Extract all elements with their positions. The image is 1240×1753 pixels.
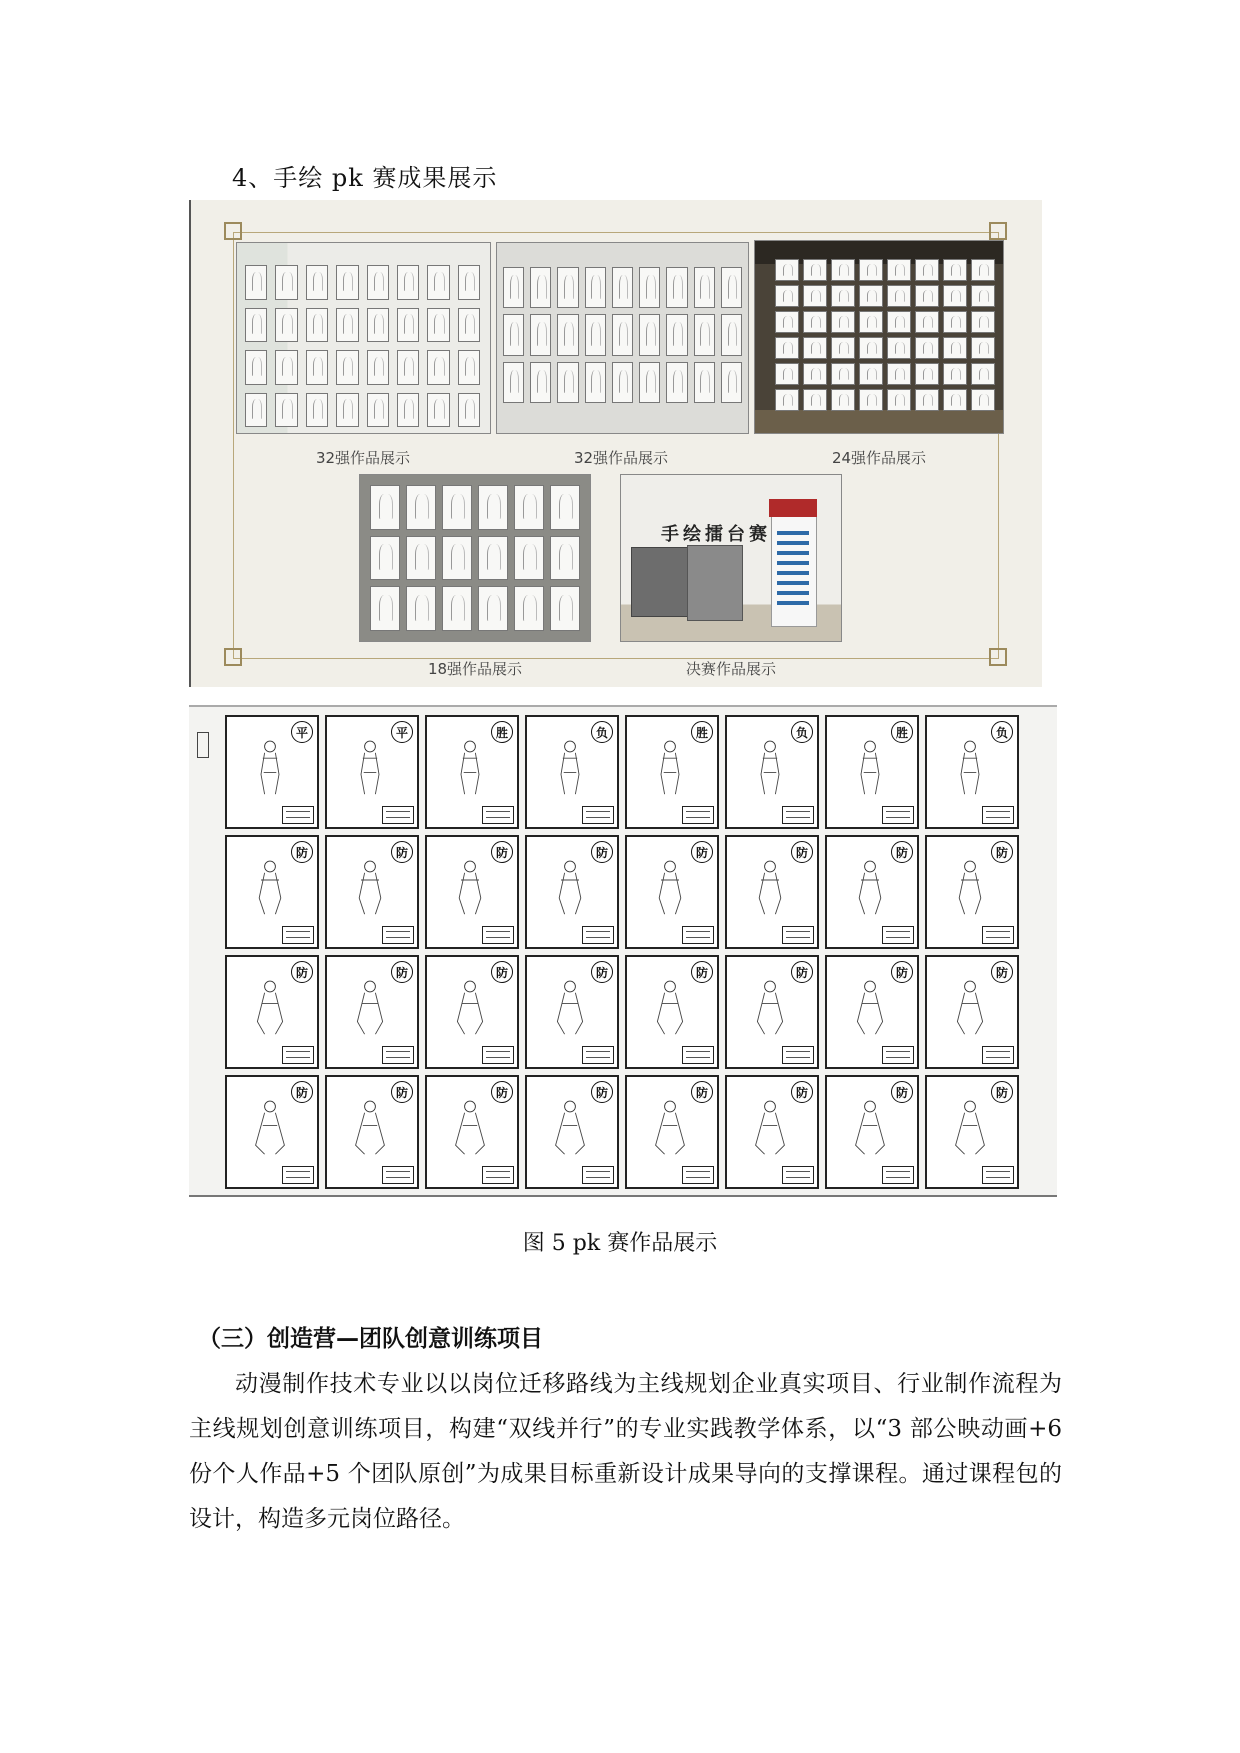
sketch-sheet bbox=[625, 715, 719, 829]
photo-top32-wall-a bbox=[236, 242, 491, 434]
character-sketch-icon bbox=[452, 1092, 488, 1162]
character-sketch-icon bbox=[552, 1092, 588, 1162]
photo-top18-board bbox=[359, 474, 591, 642]
result-badge: 防 bbox=[491, 841, 513, 863]
stage-banner: 手绘擂台赛 bbox=[661, 524, 771, 545]
character-sketch-icon bbox=[452, 852, 488, 922]
sketch-sheet bbox=[325, 835, 419, 949]
exhibition-photo-collage bbox=[189, 200, 1042, 687]
name-tag bbox=[782, 926, 814, 944]
result-badge: 防 bbox=[391, 841, 413, 863]
result-badge: 负 bbox=[991, 721, 1013, 743]
character-sketch-icon bbox=[652, 852, 688, 922]
character-sketch-icon bbox=[752, 852, 788, 922]
sketch-artwork-grid bbox=[189, 705, 1057, 1197]
body-paragraph: 动漫制作技术专业以以岗位迁移路线为主线规划企业真实项目、行业制作流程为主线规划创意训练项目，构建“双线并行”的专业实践教学体系，以“3 部公映动画+6 份个人作品+5 个团队原创”为成果目标重新设计成果导向的支撑课程。通过课程包的设计，构造多元岗位路径。 bbox=[189, 1371, 1062, 1532]
sketch-sheet bbox=[225, 955, 319, 1069]
result-badge: 防 bbox=[391, 1081, 413, 1103]
result-badge: 胜 bbox=[691, 721, 713, 743]
sketch-sheet bbox=[625, 1075, 719, 1189]
character-sketch-icon bbox=[452, 732, 488, 802]
bracket-icon bbox=[197, 732, 209, 758]
result-badge: 负 bbox=[791, 721, 813, 743]
name-tag bbox=[382, 1046, 414, 1064]
result-badge: 防 bbox=[791, 961, 813, 983]
character-sketch-icon bbox=[852, 732, 888, 802]
result-badge: 防 bbox=[691, 961, 713, 983]
character-sketch-icon bbox=[352, 852, 388, 922]
character-sketch-icon bbox=[852, 1092, 888, 1162]
result-badge: 平 bbox=[291, 721, 313, 743]
sketch-sheet bbox=[525, 715, 619, 829]
sketch-sheet bbox=[325, 1075, 419, 1189]
figure-caption: 图 5 pk 赛作品展示 bbox=[522, 1231, 718, 1256]
character-sketch-icon bbox=[752, 732, 788, 802]
photo-final-stage bbox=[620, 474, 842, 642]
character-sketch-icon bbox=[252, 852, 288, 922]
result-badge: 防 bbox=[291, 961, 313, 983]
name-tag bbox=[382, 806, 414, 824]
name-tag bbox=[882, 1166, 914, 1184]
caption-final: 决赛作品展示 bbox=[685, 660, 776, 678]
character-sketch-icon bbox=[952, 1092, 988, 1162]
character-sketch-icon bbox=[352, 1092, 388, 1162]
character-sketch-icon bbox=[352, 732, 388, 802]
sketch-sheet bbox=[325, 955, 419, 1069]
frame-corner-icon bbox=[989, 222, 1007, 240]
result-badge: 防 bbox=[691, 841, 713, 863]
result-badge: 防 bbox=[791, 1081, 813, 1103]
photo-top24-wall bbox=[754, 240, 1004, 434]
sketch-sheet bbox=[425, 1075, 519, 1189]
sketch-sheet bbox=[525, 1075, 619, 1189]
name-tag bbox=[582, 806, 614, 824]
sketch-sheet bbox=[225, 715, 319, 829]
name-tag bbox=[282, 1046, 314, 1064]
name-tag bbox=[582, 1046, 614, 1064]
character-sketch-icon bbox=[852, 972, 888, 1042]
character-sketch-icon bbox=[752, 1092, 788, 1162]
result-badge: 防 bbox=[991, 1081, 1013, 1103]
name-tag bbox=[582, 1166, 614, 1184]
name-tag bbox=[682, 806, 714, 824]
name-tag bbox=[482, 1046, 514, 1064]
sketch-sheet bbox=[725, 1075, 819, 1189]
sketch-sheet bbox=[825, 835, 919, 949]
sketch-sheet bbox=[425, 955, 519, 1069]
result-badge: 防 bbox=[691, 1081, 713, 1103]
character-sketch-icon bbox=[952, 972, 988, 1042]
character-sketch-icon bbox=[552, 972, 588, 1042]
result-badge: 防 bbox=[591, 1081, 613, 1103]
sketch-sheet bbox=[625, 955, 719, 1069]
sketch-sheet bbox=[225, 1075, 319, 1189]
name-tag bbox=[282, 1166, 314, 1184]
sketch-sheet bbox=[825, 955, 919, 1069]
sketch-sheet bbox=[925, 955, 1019, 1069]
result-badge: 防 bbox=[291, 1081, 313, 1103]
name-tag bbox=[482, 926, 514, 944]
sketch-sheet bbox=[925, 835, 1019, 949]
frame-corner-icon bbox=[224, 648, 242, 666]
name-tag bbox=[782, 1166, 814, 1184]
character-sketch-icon bbox=[452, 972, 488, 1042]
name-tag bbox=[482, 1166, 514, 1184]
sketch-sheet bbox=[425, 715, 519, 829]
caption-top32-b: 32强作品展示 bbox=[573, 449, 669, 467]
character-sketch-icon bbox=[952, 852, 988, 922]
frame-corner-icon bbox=[224, 222, 242, 240]
result-badge: 防 bbox=[791, 841, 813, 863]
character-sketch-icon bbox=[652, 1092, 688, 1162]
character-sketch-icon bbox=[752, 972, 788, 1042]
character-sketch-icon bbox=[652, 732, 688, 802]
result-badge: 防 bbox=[491, 961, 513, 983]
result-badge: 防 bbox=[391, 961, 413, 983]
sketch-sheet bbox=[725, 955, 819, 1069]
result-badge: 防 bbox=[991, 961, 1013, 983]
name-tag bbox=[482, 806, 514, 824]
result-badge: 防 bbox=[591, 961, 613, 983]
result-badge: 胜 bbox=[491, 721, 513, 743]
name-tag bbox=[982, 1166, 1014, 1184]
character-sketch-icon bbox=[552, 732, 588, 802]
sketch-sheet bbox=[825, 1075, 919, 1189]
result-badge: 防 bbox=[491, 1081, 513, 1103]
name-tag bbox=[982, 806, 1014, 824]
name-tag bbox=[782, 1046, 814, 1064]
caption-top32-a: 32强作品展示 bbox=[315, 449, 411, 467]
name-tag bbox=[682, 1046, 714, 1064]
result-badge: 防 bbox=[591, 841, 613, 863]
caption-top24: 24强作品展示 bbox=[831, 449, 927, 467]
name-tag bbox=[282, 926, 314, 944]
result-badge: 平 bbox=[391, 721, 413, 743]
result-badge: 负 bbox=[591, 721, 613, 743]
name-tag bbox=[882, 806, 914, 824]
character-sketch-icon bbox=[252, 732, 288, 802]
name-tag bbox=[282, 806, 314, 824]
character-sketch-icon bbox=[252, 972, 288, 1042]
character-sketch-icon bbox=[952, 732, 988, 802]
sketch-sheet bbox=[825, 715, 919, 829]
name-tag bbox=[882, 1046, 914, 1064]
name-tag bbox=[982, 926, 1014, 944]
name-tag bbox=[682, 926, 714, 944]
name-tag bbox=[882, 926, 914, 944]
sketch-sheet bbox=[325, 715, 419, 829]
sketch-sheet bbox=[925, 715, 1019, 829]
result-badge: 防 bbox=[891, 841, 913, 863]
character-sketch-icon bbox=[652, 972, 688, 1042]
character-sketch-icon bbox=[352, 972, 388, 1042]
section-title: （三）创造营—团队创意训练项目 bbox=[198, 1326, 543, 1352]
sketch-sheet bbox=[725, 715, 819, 829]
name-tag bbox=[782, 806, 814, 824]
name-tag bbox=[382, 1166, 414, 1184]
name-tag bbox=[682, 1166, 714, 1184]
sketch-sheet bbox=[925, 1075, 1019, 1189]
result-badge: 胜 bbox=[891, 721, 913, 743]
character-sketch-icon bbox=[852, 852, 888, 922]
sketch-sheet bbox=[425, 835, 519, 949]
result-badge: 防 bbox=[291, 841, 313, 863]
result-badge: 防 bbox=[891, 961, 913, 983]
frame-corner-icon bbox=[989, 648, 1007, 666]
name-tag bbox=[982, 1046, 1014, 1064]
result-badge: 防 bbox=[991, 841, 1013, 863]
result-badge: 防 bbox=[891, 1081, 913, 1103]
caption-top18: 18强作品展示 bbox=[427, 660, 523, 678]
sketch-sheet bbox=[725, 835, 819, 949]
sketch-sheet bbox=[625, 835, 719, 949]
sketch-sheet bbox=[525, 955, 619, 1069]
photo-top32-wall-b bbox=[496, 242, 749, 434]
sketch-sheet bbox=[225, 835, 319, 949]
sketch-sheet bbox=[525, 835, 619, 949]
character-sketch-icon bbox=[552, 852, 588, 922]
name-tag bbox=[582, 926, 614, 944]
name-tag bbox=[382, 926, 414, 944]
section-heading-4: 4、手绘 pk 赛成果展示 bbox=[232, 164, 498, 192]
character-sketch-icon bbox=[252, 1092, 288, 1162]
